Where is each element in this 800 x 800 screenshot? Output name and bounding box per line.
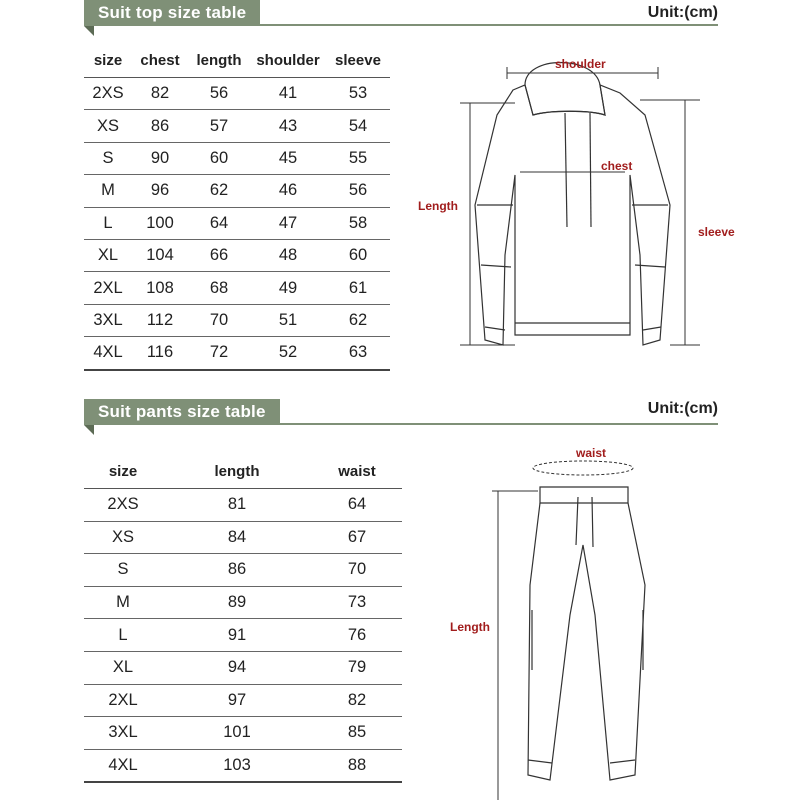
pants-cell-waist: 88 [312,749,402,782]
pants-cell-waist: 67 [312,521,402,554]
top-cell-chest: 96 [132,175,188,207]
top-size-table [84,44,390,371]
pants-table-header-row [84,455,402,489]
pants-cell-length: 81 [162,489,312,522]
top-size-section [0,0,800,395]
top-cell-size: 4XL [84,337,132,370]
pants-drawstrings [576,497,593,547]
pants-table-row [84,717,402,750]
top-cell-chest: 112 [132,304,188,336]
top-cell-shoulder: 47 [250,207,326,239]
pants-cell-length: 91 [162,619,312,652]
top-banner-tail [84,26,94,36]
hoodie-sleeve-seams [477,205,668,267]
pants-cell-length: 84 [162,521,312,554]
pants-cell-length: 86 [162,554,312,587]
top-cell-length: 62 [188,175,250,207]
pants-cell-waist: 76 [312,619,402,652]
pants-cell-size: L [84,619,162,652]
pants-cell-size: 4XL [84,749,162,782]
top-cell-sleeve: 58 [326,207,390,239]
top-table-row [84,175,390,207]
pants-cell-size: S [84,554,162,587]
top-col-header-shoulder: shoulder [250,44,326,78]
top-unit-label: Unit:(cm) [647,4,718,21]
length-label: Length [418,199,458,213]
top-cell-shoulder: 43 [250,110,326,142]
pants-cell-size: 2XL [84,684,162,717]
pants-cell-length: 89 [162,586,312,619]
pants-cell-waist: 64 [312,489,402,522]
top-cell-sleeve: 53 [326,78,390,110]
top-cell-shoulder: 48 [250,239,326,271]
pants-cell-waist: 82 [312,684,402,717]
pants-cell-waist: 73 [312,586,402,619]
hoodie-drawstring-left [565,113,567,227]
pants-table-row [84,749,402,782]
top-table-header-row [84,44,390,78]
top-cell-chest: 86 [132,110,188,142]
top-table-row [84,304,390,336]
top-col-header-length: length [188,44,250,78]
top-table-row [84,110,390,142]
top-cell-size: 3XL [84,304,132,336]
pants-table-row [84,554,402,587]
shoulder-label: shoulder [555,57,606,71]
top-cell-length: 60 [188,142,250,174]
top-cell-length: 66 [188,239,250,271]
pants-cell-size: XS [84,521,162,554]
top-title-banner [84,0,260,26]
sleeve-label: sleeve [698,225,735,239]
top-cell-length: 57 [188,110,250,142]
top-cell-sleeve: 54 [326,110,390,142]
pants-legs [528,503,645,780]
pants-col-header-waist: waist [312,455,402,489]
top-cell-chest: 100 [132,207,188,239]
pants-cell-size: 2XS [84,489,162,522]
top-col-header-chest: chest [132,44,188,78]
pants-table-row [84,619,402,652]
top-table-row [84,142,390,174]
top-cell-length: 56 [188,78,250,110]
hoodie-body [475,85,670,345]
pants-title-banner [84,399,280,425]
pants-size-section [0,395,800,800]
top-cell-chest: 116 [132,337,188,370]
top-table-row [84,78,390,110]
top-table-row [84,337,390,370]
pants-waistband [540,487,628,503]
pants-banner-tail [84,425,94,435]
top-cell-shoulder: 45 [250,142,326,174]
pants-cell-waist: 85 [312,717,402,750]
waist-dimension-ellipse [533,461,633,475]
pants-cell-size: 3XL [84,717,162,750]
pants-cell-size: M [84,586,162,619]
top-cell-length: 70 [188,304,250,336]
pants-cell-length: 101 [162,717,312,750]
top-cell-size: L [84,207,132,239]
pants-cell-length: 97 [162,684,312,717]
pants-table-row [84,489,402,522]
pants-table-body [84,489,402,783]
hoodie-diagram [415,55,735,355]
top-cell-size: S [84,142,132,174]
top-cell-size: XS [84,110,132,142]
pants-col-header-size: size [84,455,162,489]
pants-table-row [84,651,402,684]
pants-cell-size: XL [84,651,162,684]
hoodie-cuffs [485,327,661,330]
top-cell-shoulder: 51 [250,304,326,336]
pants-title: Suit pants size table [98,402,266,421]
top-title: Suit top size table [98,3,247,22]
top-cell-shoulder: 49 [250,272,326,304]
top-table-row [84,272,390,304]
top-cell-sleeve: 56 [326,175,390,207]
top-cell-chest: 90 [132,142,188,174]
pants-size-table [84,455,402,783]
top-table-body [84,78,390,370]
top-cell-chest: 108 [132,272,188,304]
pants-cell-length: 94 [162,651,312,684]
top-cell-sleeve: 62 [326,304,390,336]
top-cell-chest: 82 [132,78,188,110]
top-cell-length: 72 [188,337,250,370]
pants-table-row [84,586,402,619]
top-cell-length: 68 [188,272,250,304]
pants-cell-waist: 70 [312,554,402,587]
top-cell-shoulder: 46 [250,175,326,207]
top-cell-size: M [84,175,132,207]
pants-diagram [440,435,700,800]
top-cell-sleeve: 60 [326,239,390,271]
pants-col-header-length: length [162,455,312,489]
top-cell-size: 2XS [84,78,132,110]
pants-length-label: Length [450,620,490,634]
pants-table-row [84,521,402,554]
top-cell-length: 64 [188,207,250,239]
hoodie-drawstring-right [590,113,591,227]
top-table-row [84,239,390,271]
top-cell-size: 2XL [84,272,132,304]
top-cell-sleeve: 61 [326,272,390,304]
top-cell-size: XL [84,239,132,271]
pants-cell-waist: 79 [312,651,402,684]
top-cell-shoulder: 41 [250,78,326,110]
pants-unit-label: Unit:(cm) [647,400,718,417]
pants-side-pockets [532,610,643,670]
pants-table-row [84,684,402,717]
top-table-row [84,207,390,239]
top-cell-sleeve: 55 [326,142,390,174]
pants-cuffs [528,760,635,763]
top-col-header-size: size [84,44,132,78]
pants-cell-length: 103 [162,749,312,782]
top-cell-chest: 104 [132,239,188,271]
top-col-header-sleeve: sleeve [326,44,390,78]
top-cell-shoulder: 52 [250,337,326,370]
top-cell-sleeve: 63 [326,337,390,370]
waist-label: waist [576,446,607,460]
chest-label: chest [601,159,633,173]
